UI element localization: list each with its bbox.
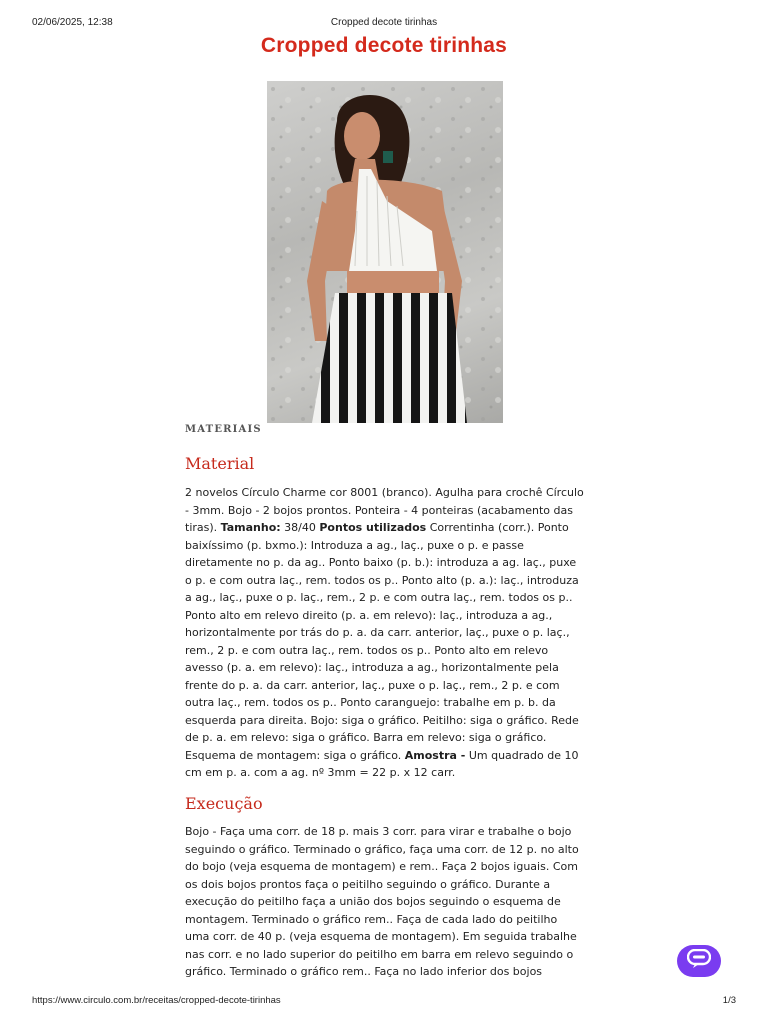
- print-header: [0, 17, 768, 31]
- material-text: [185, 484, 585, 782]
- print-page-title: Cropped decote tirinhas: [330, 17, 438, 28]
- size-label: Tamanho:: [220, 521, 281, 534]
- stitches-label: Pontos utilizados: [319, 521, 427, 534]
- page-title: Cropped decote tirinhas: [260, 34, 508, 57]
- material-intro: 2 novelos Círculo Charme cor 8001 (branco). Agulha para crochê Círculo - 3mm. Bojo - 2 bojos prontos. Ponteira - 4 ponteiras (acabamento das tiras).: [185, 486, 584, 534]
- execucao-heading: Execução: [185, 794, 263, 813]
- sample-label: Amostra -: [404, 748, 466, 762]
- print-datetime: 02/06/2025, 12:38: [32, 17, 113, 28]
- print-url: https://www.circulo.com.br/receitas/cropped-decote-tirinhas: [32, 995, 281, 1006]
- chat-button[interactable]: [677, 945, 721, 977]
- stitches-text: Correntinha (corr.). Ponto baixíssimo (p. bxmo.): Introduza a ag., laç., puxe o p. e passe diretamente no p. da ag.. Ponto baixo (p. b.): introduza a ag. laç., puxe o p. e com outra laç., rem. todos os p.. Ponto alto (p. a.): laç., introduza a ag., laç., puxe o p. laç., rem., 2 p. e com outra laç., rem. todos os p.. Ponto alto em relevo direito (p. a. em relevo): laç., introduza a ag., horizontalmente por trás do p. a. da carr. anterior, laç., puxe o p. laç., rem., 2 p. e com outra laç., rem. todos os p.. Ponto alto em relevo avesso (p. a. em relevo): laç., introduza a ag., horizontalmente pela frente do p. a. da carr. anterior, laç., puxe o p. laç., rem., 2 p. e com outra laç., rem. todos os p.. Ponto caranguejo: trabalhe em p. b. da esquerda para direita. Bojo: siga o gráfico. Peitilho: siga o gráfico. Rede de p. a. em relevo: siga o gráfico. Barra em relevo: siga o gráfico. Esquema de montagem: siga o gráfico.: [185, 521, 579, 762]
- model-photo: [267, 81, 503, 423]
- chat-bubble-icon: [687, 949, 711, 974]
- execucao-text: Bojo - Faça uma corr. de 18 p. mais 3 corr. para virar e trabalhe o bojo seguindo o gráfico. Terminado o gráfico, faça uma corr. de 12 p. no alto do bojo (veja esquema de montagem) e rem.. Faça 2 bojos iguais. Com os dois bojos prontos faça o peitilho seguindo o gráfico. Durante a execução do peitilho faça a união dos bojos seguindo o esquema de montagem. Terminado o gráfico rem.. Faça de cada lado do peitilho uma corr. de 40 p. (veja esquema de montagem). Em seguida trabalhe nas corr. e no lado superior do peitilho em barra em relevo seguindo o gráfico. Terminado o gráfico rem.. Faça no lado inferior dos bojos: [185, 825, 579, 978]
- material-heading: Material: [185, 454, 255, 473]
- sample-text: Um quadrado de 10 cm em p. a. com a ag. nº 3mm = 22 p. x 12 carr.: [185, 748, 579, 779]
- size-value: 38/40: [280, 521, 320, 534]
- print-footer: [0, 995, 768, 1009]
- section-label: MATERIAIS: [185, 424, 262, 435]
- print-page-number: 1/3: [722, 995, 736, 1006]
